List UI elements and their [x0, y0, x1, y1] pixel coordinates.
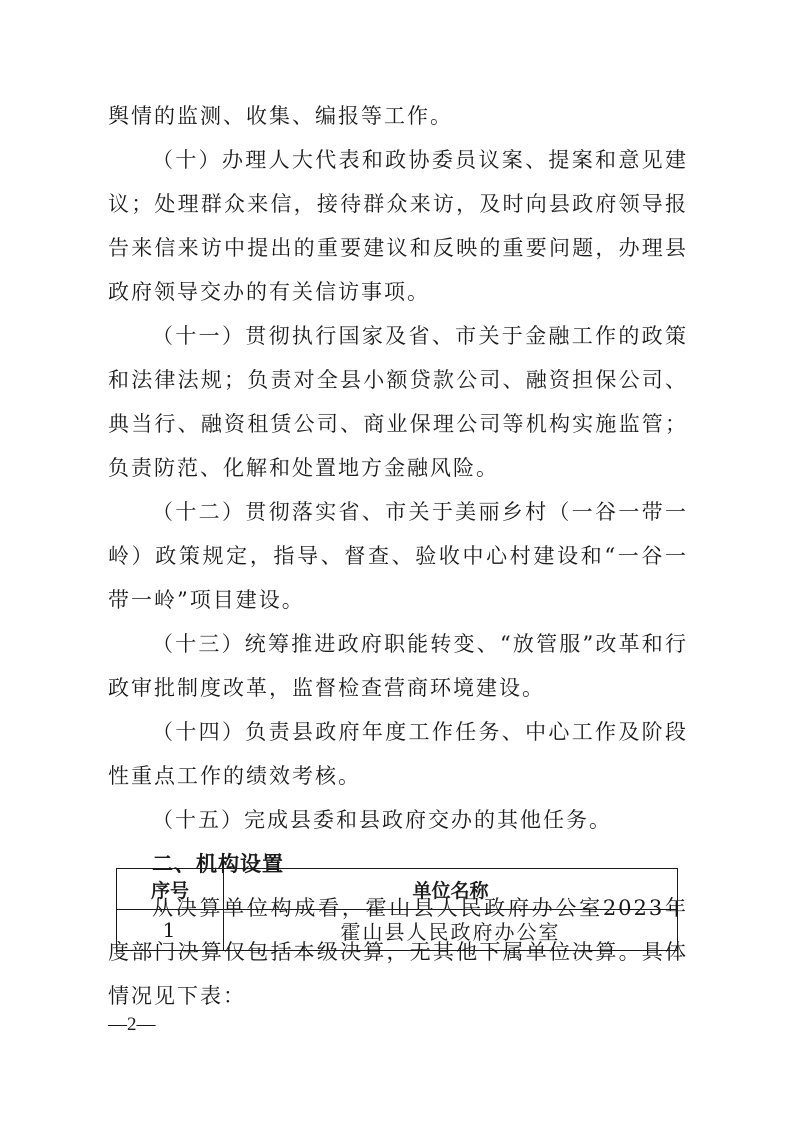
- intro-paragraph: 从决算单位构成看，霍山县人民政府办公室2023年度部门决算仅包括本级决算，无其他下属单位决算。具体情况见下表：: [108, 896, 688, 1008]
- paragraph-continuation: 舆情的监测、收集、编报等工作。: [108, 104, 453, 128]
- paragraph-item-14: （十四）负责县政府年度工作任务、中心工作及阶段性重点工作的绩效考核。: [108, 720, 688, 788]
- section-heading: 二、机构设置: [152, 852, 284, 876]
- cell-serial-number: 1: [117, 910, 224, 951]
- cell-unit-name: 霍山县人民政府办公室: [224, 910, 678, 951]
- paragraph-item-15: （十五）完成县委和县政府交办的其他任务。: [152, 808, 612, 832]
- page-number: —2—: [108, 1014, 156, 1035]
- header-serial-number: 序号: [117, 869, 224, 910]
- table-row: [117, 910, 678, 951]
- table-header-row: [117, 869, 678, 910]
- unit-table: [116, 868, 678, 951]
- paragraph-item-10: （十）办理人大代表和政协委员议案、提案和意见建议；处理群众来信，接待群众来访，及时向县政府领导报告来信来访中提出的重要建议和反映的重要问题，办理县政府领导交办的有关信访事项。: [108, 148, 688, 304]
- paragraph-item-11: （十一）贯彻执行国家及省、市关于金融工作的政策和法律法规；负责对全县小额贷款公司、融资担保公司、典当行、融资租赁公司、商业保理公司等机构实施监管；负责防范、化解和处置地方金融风险。: [108, 324, 688, 480]
- header-unit-name: 单位名称: [224, 869, 678, 910]
- paragraph-item-13: （十三）统筹推进政府职能转变、“放管服”改革和行政审批制度改革，监督检查营商环境建设。: [108, 632, 688, 700]
- paragraph-item-12: （十二）贯彻落实省、市关于美丽乡村（一谷一带一岭）政策规定，指导、督查、验收中心村建设和“一谷一带一岭”项目建设。: [108, 500, 688, 612]
